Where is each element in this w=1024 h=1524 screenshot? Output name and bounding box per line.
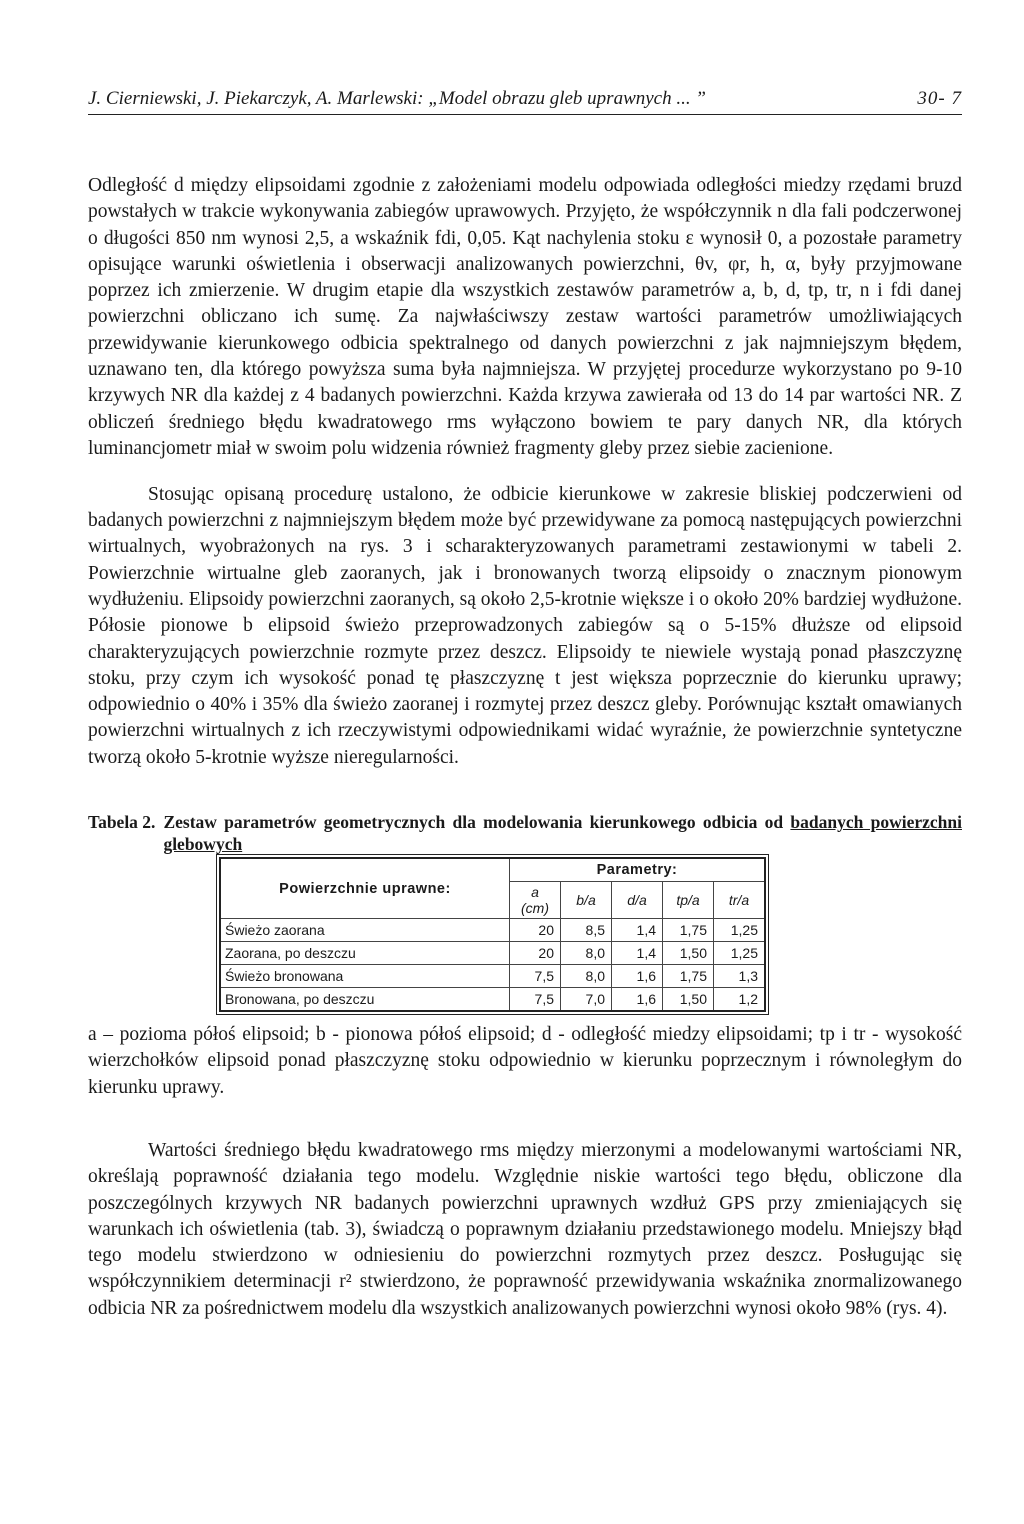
cell: 1,2 <box>714 988 766 1012</box>
page-number: 30- 7 <box>917 88 962 109</box>
column-header: a (cm) <box>510 882 561 919</box>
cell: 1,75 <box>663 919 714 942</box>
cell: 7,5 <box>510 988 561 1012</box>
table-caption <box>88 811 962 855</box>
cell: 7,5 <box>510 965 561 988</box>
header-parameters: Parametry: <box>510 858 766 882</box>
column-header: b/a <box>561 882 612 919</box>
paragraph-2: Stosując opisaną procedurę ustalono, że odbicie kierunkowe w zakresie bliskiej podczerwieni od badanych powierzchni z najmniejszym błędem może być przewidywane za pomocą następujących powierzchni wirtualnych, wyobrażonych na rys. 3 i scharakteryzowanych parametrami zestawionymi w tabeli 2. Powierzchnie wirtualne gleb zaoranych, jak i bronowanych tworzą elipsoidy o znacznym pionowym wydłużeniu. Elipsoidy powierzchni zaoranych, są około 2,5-krotnie większe i o około 20% bardziej wydłużone. Półosie pionowe b elipsoid świeżo przeprowadzonych zabiegów są o 5-15% dłuższe od elipsoid charakteryzujących powierzchnie rozmyte przez deszcz. Elipsoidy te niewiele wystają ponad płaszczyznę stoku, przy czym ich wysokość ponad tę płaszczyznę t jest większa poprzecznie do kierunku uprawy; odpowiednio o 40% i 35% dla świeżo zaoranej i rozmytej przez deszcz gleby. Porównując kształt omawianych powierzchni wirtualnych z ich rzeczywistymi odpowiednikami widać wyraźnie, że powierzchnie syntetyczne tworzą około 5-krotnie wyższe nieregularności. <box>88 483 962 768</box>
table-note: a – pozioma półoś elipsoid; b - pionowa półoś elipsoid; d - odległość miedzy elipsoidami; tp i tr - wysokość wierzchołków elipsoid ponad płaszczyznę stoku odpowiednio w kierunku poprzecznym i równoległym do kierunku uprawy. <box>88 1024 962 1098</box>
cell: 8,0 <box>561 942 612 965</box>
cell: 1,50 <box>663 942 714 965</box>
table-row <box>220 942 765 965</box>
table-caption-line1: Zestaw parametrów geometrycznych dla modelowania kierunkowego odbicia od <box>163 812 784 833</box>
cell: 20 <box>510 942 561 965</box>
cell: 7,0 <box>561 988 612 1012</box>
cell: 1,25 <box>714 942 766 965</box>
column-header: tp/a <box>663 882 714 919</box>
header-surfaces: Powierzchnie uprawne: <box>220 858 510 919</box>
table-row <box>220 988 765 1012</box>
running-title: J. Cierniewski, J. Piekarczyk, A. Marlewski: „Model obrazu gleb uprawnych ... ” <box>88 88 706 109</box>
row-name: Bronowana, po deszczu <box>220 988 510 1012</box>
cell: 1,6 <box>612 988 663 1012</box>
column-header: d/a <box>612 882 663 919</box>
row-name: Zaorana, po deszczu <box>220 942 510 965</box>
cell: 20 <box>510 919 561 942</box>
table-caption-line2: badanych powierzchni glebowych <box>163 812 962 855</box>
cell: 1,4 <box>612 919 663 942</box>
row-name: Świeżo bronowana <box>220 965 510 988</box>
table-row <box>220 919 765 942</box>
running-header <box>88 88 962 115</box>
cell: 8,5 <box>561 919 612 942</box>
table-label: Tabela 2. <box>88 812 156 833</box>
column-header: tr/a <box>714 882 766 919</box>
cell: 1,6 <box>612 965 663 988</box>
cell: 1,3 <box>714 965 766 988</box>
paragraph-1: Odległość d między elipsoidami zgodnie z założeniami modelu odpowiada odległości miedzy rzędami bruzd powstałych w trakcie wykonywania zabiegów uprawowych. Przyjęto, że współczynnik n dla fali podczerwonej o długości 850 nm wynosi 2,5, a wskaźnik fdi, 0,05. Kąt nachylenia stoku ε wynosił 0, a pozostałe parametry opisujące warunki oświetlenia i obserwacji analizowanych powierzchni, θv, φr, h, α, były przyjmowane poprzez ich zmierzenie. W drugim etapie dla wszystkich zestawów parametrów a, b, d, tp, tr, n i fdi danej powierzchni obliczano ich sumę. Za najwłaściwszy zestaw wartości parametrów umożliwiających przewidywanie kierunkowego odbicia spektralnego od danych powierzchni z jak najmniejszym błędem, uznawano ten, dla którego powyższa suma była najmniejsza. W przyjętej procedurze wykorzystano po 9-10 krzywych NR dla każdej z 4 badanych powierzchni. Każda krzywa zawierała od 13 do 14 par wartości NR. Z obliczeń średniego błędu kwadratowego rms wyłączono bowiem te pary danych NR, dla których luminancjometr miał w swoim polu widzenia również fragmenty gleby przez siebie zacienione. <box>88 175 962 459</box>
cell: 1,4 <box>612 942 663 965</box>
paragraph-3: Wartości średniego błędu kwadratowego rms między mierzonymi a modelowanymi wartościami NR, określają poprawność działania tego modelu. Względnie niskie wartości tego błędu, obliczone dla poszczególnych krzywych NR badanych powierzchni uprawnych wzdłuż GPS przy zmieniających się warunkach ich oświetlenia (tab. 3), świadczą o poprawnym działaniu przedstawionego modelu. Mniejszy błąd tego modelu stwierdzono w odniesieniu do powierzchni rozmytych przez deszcz. Posługując się współczynnikiem determinacji r² stwierdzono, że poprawność przewidywania wskaźnika znormalizowanego odbicia NR za pośrednictwem modelu dla wszystkich analizowanych powierzchni wynosi około 98% (rys. 4). <box>88 1139 962 1319</box>
row-name: Świeżo zaorana <box>220 919 510 942</box>
page <box>88 88 962 1342</box>
parameters-table <box>219 857 766 1012</box>
cell: 1,25 <box>714 919 766 942</box>
cell: 8,0 <box>561 965 612 988</box>
table-row <box>220 965 765 988</box>
cell: 1,75 <box>663 965 714 988</box>
cell: 1,50 <box>663 988 714 1012</box>
